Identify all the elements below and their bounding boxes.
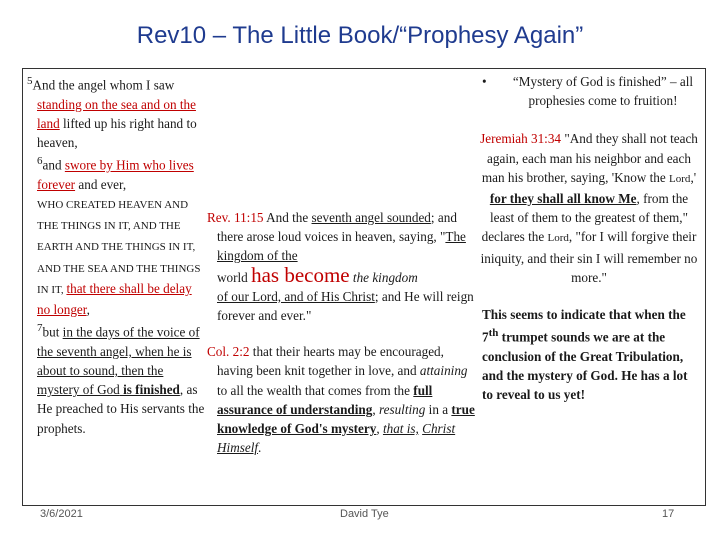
verse-number: 7: [37, 322, 43, 335]
verse-number: 5: [27, 75, 33, 87]
rev10-paragraph: $^5$And the angel whom I saw standing on the sea and on the land lifted up his right hand to heaven, $^6$and swore by Him who lives forever and ever, WHO CREATED HEAVEN AND THE THINGS IN IT, AND THE EARTH AND THE THINGS IN IT, AND THE SEA AND THE THINGS IN IT, that there shall be delay no longer, $^7$but in the days of the voice of the seventh angel, when he is about to sound, then the mystery of God is finished, as He preached to His servants the prophets.: [27, 75, 205, 436]
col2-paragraph: Col. 2:2 that their hearts may be encouraged, having been knit together in love, and attaining to all the wealth that comes from the full assurance of understanding, resulting in a true knowledge of God's mystery, that is, Christ Himself.: [207, 344, 475, 456]
highlight-finished: is finished: [119, 382, 180, 398]
highlight-no-delay: that there shall be delay no longer: [37, 280, 192, 318]
highlight-seventh-angel: in the days of the voice of the seventh angel, when he is about to sound, then the mystery of God: [37, 324, 200, 398]
col2-reference: Col. 2:2: [207, 344, 250, 360]
bullet-icon: •: [482, 74, 487, 89]
small-caps-text: WHO CREATED HEAVEN AND THE THINGS IN IT, AND THE EARTH AND THE THINGS IN IT, AND THE SEA AND THE THINGS IN IT,: [37, 199, 201, 296]
verse-number: 6: [37, 155, 43, 168]
jeremiah-paragraph: Jeremiah 31:34 "And they shall not teach again, each man his neighbor and each man his brother, saying, 'Know the Lord,' for they shall all know Me, from the least of them to the greatest of them," declares the Lord, "for I will forgive their iniquity, and their sin I will remember no more.": [480, 131, 698, 285]
rev11-reference: Rev. 11:15: [207, 210, 264, 225]
footer-author: David Tye: [340, 508, 389, 520]
cross-references: [207, 208, 475, 457]
commentary: [480, 72, 698, 404]
slide-title: Rev10 – The Little Book/“Prophesy Again”: [136, 22, 584, 49]
jeremiah-reference: Jeremiah 31:34: [480, 131, 562, 147]
highlight-all-know: for they shall all know Me: [489, 191, 637, 207]
conclusion-paragraph: This seems to indicate that when the 7th trumpet sounds we are at the conclusion of the Great Tribulation, and the mystery of God. He has a lot to reveal to us yet!: [482, 307, 688, 403]
highlight-standing: standing on the sea and on the land: [37, 96, 196, 131]
has-become-emphasis: has become: [251, 262, 350, 287]
footer-date: 3/6/2021: [40, 508, 83, 520]
bullet-item: [480, 72, 698, 110]
rev11-paragraph: Rev. 11:15 And the seventh angel sounded; and there arose loud voices in heaven, saying, "The kingdom of the world has become the kingdom of our Lord, and of His Christ; and He will reign forever and ever.": [207, 210, 474, 324]
bullet-text: “Mystery of God is finished” – all prophesies come to fruition!: [512, 74, 694, 109]
page-number: 17: [662, 508, 675, 520]
rev10-passage: [27, 72, 205, 438]
highlight-swore: swore by Him who lives forever: [37, 157, 194, 192]
